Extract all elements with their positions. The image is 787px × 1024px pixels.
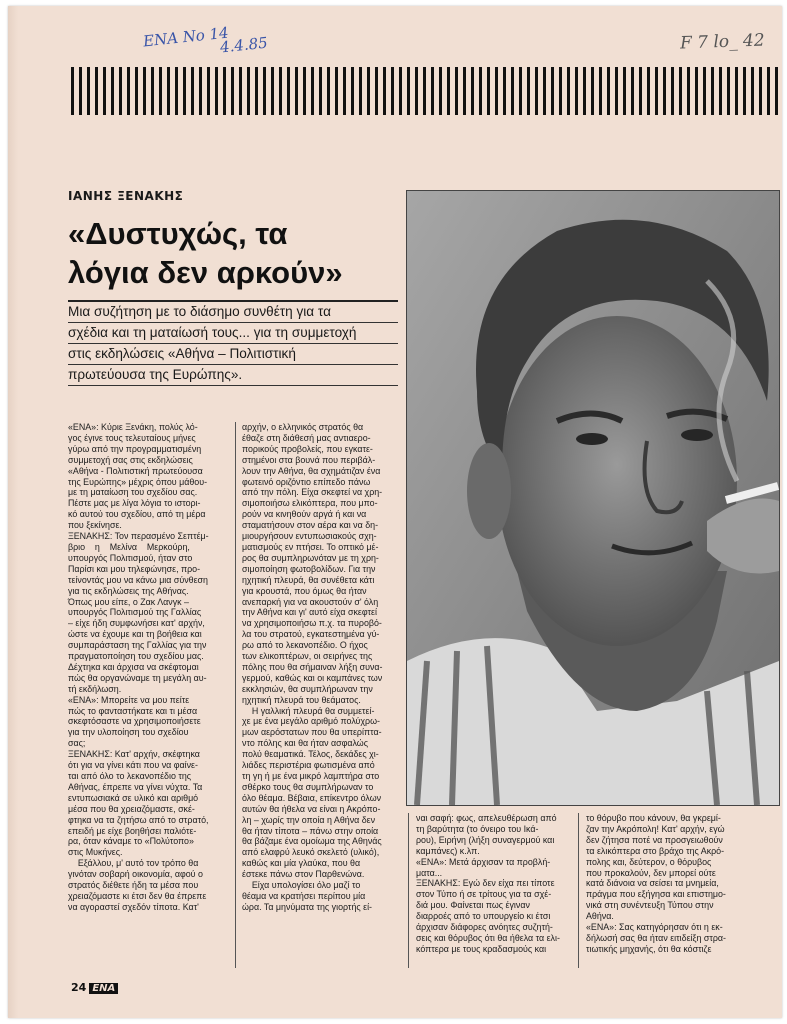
text-line: ώστε να έχουμε και τη βοήθεια και	[68, 629, 202, 640]
paper-fold-shadow	[8, 6, 18, 1018]
text-line: βριο η Μελίνα Μερκούρη,	[68, 541, 190, 552]
text-line: κατά διάνοια να σείσει τα μνημεία,	[586, 878, 719, 889]
text-line: των ελικοπτέρων, οι σειρήνες της	[242, 651, 373, 662]
text-line: επειδή με είχε βοηθήσει παλιότε-	[68, 825, 197, 836]
text-line: γύρω από την προγραμματισμένη	[68, 443, 202, 454]
text-line: – είχε ήδη συμφωνήσει κατ' αρχήν,	[68, 618, 205, 629]
text-line: λα του στρατού, εγκατεστημένα γύ-	[242, 629, 380, 640]
text-line: διά μου. Φαίνεται πως έγιναν	[416, 900, 530, 911]
text-line: καμπάνες) κ.λπ.	[416, 845, 480, 856]
text-line: γος έγινε τους τελευταίους μήνες	[68, 432, 196, 443]
handwritten-note-issue: ΕΝΑ Νο 14	[142, 23, 230, 51]
text-line: από την πόλη. Είχα σκεφτεί να χρη-	[242, 487, 383, 498]
text-line: «Αθήνα - Πολιτιστική πρωτεύουσα	[68, 465, 203, 476]
text-line: νικά στη συνέντευξη Τύπου στην	[586, 900, 714, 911]
text-line: θέαμα να κρατήσει περίπου μία	[242, 890, 366, 901]
text-line: λουν την Αθήνα, θα σχημάτιζαν ένα	[242, 465, 381, 476]
text-line: κόπτερα με τους κραδασμούς και	[416, 943, 547, 954]
text-line: τιωτικής μηχανής, ότι θα κόστιζε	[586, 943, 712, 954]
text-line: γερμού, καθώς και οι καμπάνες των	[242, 672, 383, 683]
text-line: συμμετοχή σας στις εκδηλώσεις	[68, 454, 193, 465]
text-line: αρχήν, ο ελληνικός στρατός θα	[242, 422, 364, 432]
text-column-3	[416, 813, 566, 955]
text-line: τη βαρύτητα (το όνειρο του Ικά-	[416, 823, 539, 834]
portrait-photo	[406, 190, 780, 806]
text-line: «ΕΝΑ»: Μετά άρχισαν τα προβλή-	[416, 856, 551, 867]
text-line: ΞΕΝΑΚΗΣ: Εγώ δεν είχα πει τίποτε	[416, 878, 555, 889]
text-line: μων αερόστατων που θα υπερίπτα-	[242, 727, 382, 738]
column-divider	[235, 422, 236, 968]
text-line: με τη ματαίωση του σχεδίου σας.	[68, 487, 198, 498]
text-line: λιάδες περιστέρια φωτισμένα από	[242, 760, 375, 771]
decorative-stripe-band	[71, 67, 779, 115]
text-line: Εξάλλου, μ' αυτό τον τρόπο θα	[68, 858, 199, 869]
text-line: Αθήνα.	[586, 911, 614, 922]
newspaper-page	[8, 6, 782, 1018]
text-column-2	[242, 422, 400, 913]
text-line: πολης και, δεύτερον, ο θόρυβος	[586, 856, 712, 867]
text-line: πώς το φανταστήκατε και τι μέσα	[68, 705, 198, 716]
text-line: «ΕΝΑ»: Κύριε Ξενάκη, πολύς λό-	[68, 422, 198, 432]
portrait-illustration	[407, 191, 779, 805]
text-line: υπουργός Πολιτισμού, ήταν στο	[68, 552, 193, 563]
article-lead	[68, 300, 398, 386]
text-line: ντο πόλης και θα ήταν ασφαλώς	[242, 738, 369, 749]
text-line: σεις και θόρυβος ότι θα ήθελα τα ελι-	[416, 932, 560, 943]
text-line: έστεκε πάνω στον Παρθενώνα.	[242, 869, 365, 880]
column-divider	[408, 813, 409, 968]
text-line: σιμοποιήσω ελικόπτερα, που μπο-	[242, 498, 378, 509]
article-title-line: λόγια δεν αρκούν»	[68, 255, 343, 290]
handwritten-note-date: 4.4.85	[219, 33, 269, 57]
text-line: σκεφτόσαστε να χρησιμοποιήσετε	[68, 716, 201, 727]
lead-line: πρωτεύουσα της Ευρώπης».	[68, 365, 398, 386]
text-line: διαρροές από το υπουργείο κι έτσι	[416, 911, 551, 922]
text-line: στις Μυκήνες.	[68, 847, 123, 858]
text-line: ηχητική πλευρά του θεάματος.	[242, 694, 361, 705]
article-byline: ΙΑΝΗΣ ΞΕΝΑΚΗΣ	[68, 189, 184, 203]
lead-line: στις εκδηλώσεις «Αθήνα – Πολιτιστική	[68, 344, 398, 365]
text-line: εκκλησιών, θα συμπλήρωναν την	[242, 683, 373, 694]
text-line: σας;	[68, 738, 86, 749]
text-line: ρου), Ειρήνη (λήξη συναγερμού και	[416, 834, 555, 845]
text-line: ματισμούς εν πτήσει. Το οπτικό μέ-	[242, 541, 379, 552]
text-line: δεν ζήτησα ποτέ να προσγειωθούν	[586, 834, 723, 845]
text-line: ρω από το λεκανοπέδιο. Ο ήχος	[242, 640, 368, 651]
text-line: Είχα υπολογίσει όλο μαζί το	[242, 880, 361, 891]
text-line: τείνοντάς μου να κάνω μια σύνθεση	[68, 574, 208, 585]
text-line: «ΕΝΑ»: Σας κατηγόρησαν ότι η εκ-	[586, 922, 723, 933]
text-line: ΞΕΝΑΚΗΣ: Τον περασμένο Σεπτέμ-	[68, 531, 209, 542]
text-line: ΞΕΝΑΚΗΣ: Κατ' αρχήν, σκέφτηκα	[68, 749, 200, 760]
text-line: από ελαφρύ λευκό σκελετό (υλικό),	[242, 847, 380, 858]
text-line: ρα, όταν κάναμε το «Πολύτοπο»	[68, 836, 194, 847]
text-line: Όπως μου είπε, ο Ζακ Λανγκ –	[68, 596, 189, 607]
article-title-line: «Δυστυχώς, τα	[68, 216, 288, 251]
text-line: ότι για να γίνει κάτι που να φαίνε-	[68, 760, 198, 771]
text-line: να αγοραστεί σχεδόν τίποτα. Κατ'	[68, 901, 199, 912]
text-line: εντυπωσιακά σε υλικό και αριθμό	[68, 792, 199, 803]
text-line: τή εκδήλωση.	[68, 683, 122, 694]
text-line: της Ευρώπης» μέχρις όπου μάθου-	[68, 476, 208, 487]
text-line: στημένοι στα βουνά που περιβάλ-	[242, 454, 376, 465]
text-line: τα ελικόπτερα στο βράχο της Ακρό-	[586, 845, 725, 856]
text-line: Παρίσι και μου τηλεφώνησε, προ-	[68, 563, 201, 574]
magazine-logo: ΕΝΑ	[89, 983, 118, 994]
lead-line: Μια συζήτηση με το διάσημο συνθέτη για τα	[68, 302, 398, 323]
text-line: ώρα. Τα μηνύματα της γιορτής εί-	[242, 901, 373, 912]
text-column-4	[586, 813, 738, 955]
page-folio	[71, 981, 118, 994]
text-line: ρος θα συμπληρωνόταν με τη χρη-	[242, 552, 379, 563]
text-line: άρχισαν διάφορες ανόητες συζητή-	[416, 922, 553, 933]
text-line: πώς θα οργανώναμε τη μεγάλη αυ-	[68, 672, 207, 683]
text-line: Η γαλλική πλευρά θα συμμετεί-	[242, 705, 375, 716]
text-line: ματα...	[416, 867, 443, 878]
text-line: καθώς και μία γλαύκα, που θα	[242, 858, 361, 869]
text-line: μιουργήσουν εντυπωσιακούς σχη-	[242, 531, 377, 542]
text-line: να χρησιμοποιήσω π.χ. τα πυροβό-	[242, 618, 382, 629]
text-line: που ξεκίνησε.	[68, 520, 122, 531]
text-line: για τις εκδηλώσεις της Αθήνας.	[68, 585, 189, 596]
handwritten-archive-number: F 7 lo_ 42	[679, 30, 765, 54]
text-line: μέσα που θα χρειαζόμαστε, σκέ-	[68, 803, 195, 814]
text-line: φωτεινό οριζόντιο επίπεδο πάνω	[242, 476, 371, 487]
text-line: χε με ένα μεγάλο αριθμό πολύχρω-	[242, 716, 380, 727]
text-line: για την υλοποίηση του σχεδίου	[68, 727, 189, 738]
text-line: υπουργός Πολιτισμού της Γαλλίας	[68, 607, 202, 618]
text-line: πραγματοποίηση του σχεδίου μας.	[68, 651, 204, 662]
text-line: αυτών θα ήθελα να είναι η Ακρόπο-	[242, 803, 381, 814]
text-line: θα βάζαμε ένα ομοίωμα της Αθηνάς	[242, 836, 382, 847]
text-line: «ΕΝΑ»: Μπορείτε να μου πείτε	[68, 694, 190, 705]
text-line: όλο θέαμα. Βέβαια, επίκεντρο όλων	[242, 792, 382, 803]
lead-line: σχέδια και τη ματαίωσή τους... για τη συμμετοχή	[68, 323, 398, 344]
text-line: πόλης που θα σήμαιναν λήξη συνα-	[242, 661, 383, 672]
text-line: πράγμα που εξήγησα και επιστημο-	[586, 889, 726, 900]
text-line: που προκαλούν, δεν μπορεί ούτε	[586, 867, 716, 878]
text-line: στον Τύπο ή σε τρίτους για τα σχέ-	[416, 889, 552, 900]
text-line: πορικούς προβολείς, που εγκατε-	[242, 443, 373, 454]
text-line: Πέστε μας με λίγα λόγια το ιστορι-	[68, 498, 201, 509]
text-line: συμπαράσταση της Γαλλίας για την	[68, 640, 207, 651]
text-line: φτηκα να τα ζητήσω από το στρατό,	[68, 814, 209, 825]
text-line: πολύ θεαματικά. Τέλος, δεκάδες χι-	[242, 749, 379, 760]
text-line: λη – χωρίς την οποία η Αθήνα δεν	[242, 814, 376, 825]
text-line: τη γη ή με ένα μικρό λαμπτήρα στο	[242, 771, 380, 781]
text-line: ζαν την Ακρόπολη! Κατ' αρχήν, εγώ	[586, 823, 725, 834]
text-line: την Αθήνα και γι' αυτό είχα σκεφτεί	[242, 607, 377, 618]
text-line: ναι σαφή: φως, απελευθέρωση από	[416, 813, 557, 823]
text-line: ηχητική πλευρά, θα συνέθετα κάτι	[242, 574, 375, 585]
text-line: Δέχτηκα και άρχισα να σκέφτομαι	[68, 661, 199, 672]
text-line: Αθήνας, έπρεπε να γίνει νύχτα. Τα	[68, 781, 203, 792]
page-number: 24	[71, 981, 87, 994]
column-divider	[578, 813, 579, 968]
text-line: ανεπαρκή για να ακουστούν σ' όλη	[242, 596, 379, 607]
text-line: γινόταν σοβαρή οικονομία, αφού ο	[68, 869, 203, 880]
text-line: ρούν να κινηθούν αργά ή και να	[242, 509, 367, 520]
text-line: σιμοποίηση φωτοβολίδων. Για την	[242, 563, 376, 574]
text-line: χρειαζόμαστε κι έτσι δεν θα έπρεπε	[68, 890, 207, 901]
text-line: θα ήταν τίποτα – πάνω στην οποία	[242, 825, 379, 836]
text-line: σθέρκο τους θα συμπλήρωναν το	[242, 781, 374, 792]
text-line: έθαζε στη διάθεσή μας αντιαερο-	[242, 432, 371, 443]
text-line: για κρουστά, που όμως θα ήταν	[242, 585, 367, 596]
text-line: κό αυτού του σχεδίου, από τη μέρα	[68, 509, 206, 520]
text-line: ται από όλο το λεκανοπέδιο της	[68, 771, 192, 781]
text-line: σταματήσουν στον αέρα και να δη-	[242, 520, 379, 531]
text-line: δήλωσή σας θα ήταν ειτιδείξη στρα-	[586, 932, 726, 943]
text-line: στρατός διέθετε ήδη τα μέσα που	[68, 880, 199, 891]
text-column-1	[68, 422, 228, 913]
article-title	[68, 214, 398, 292]
text-line: το θόρυβο που κάνουν, θα γκρεμί-	[586, 813, 721, 823]
